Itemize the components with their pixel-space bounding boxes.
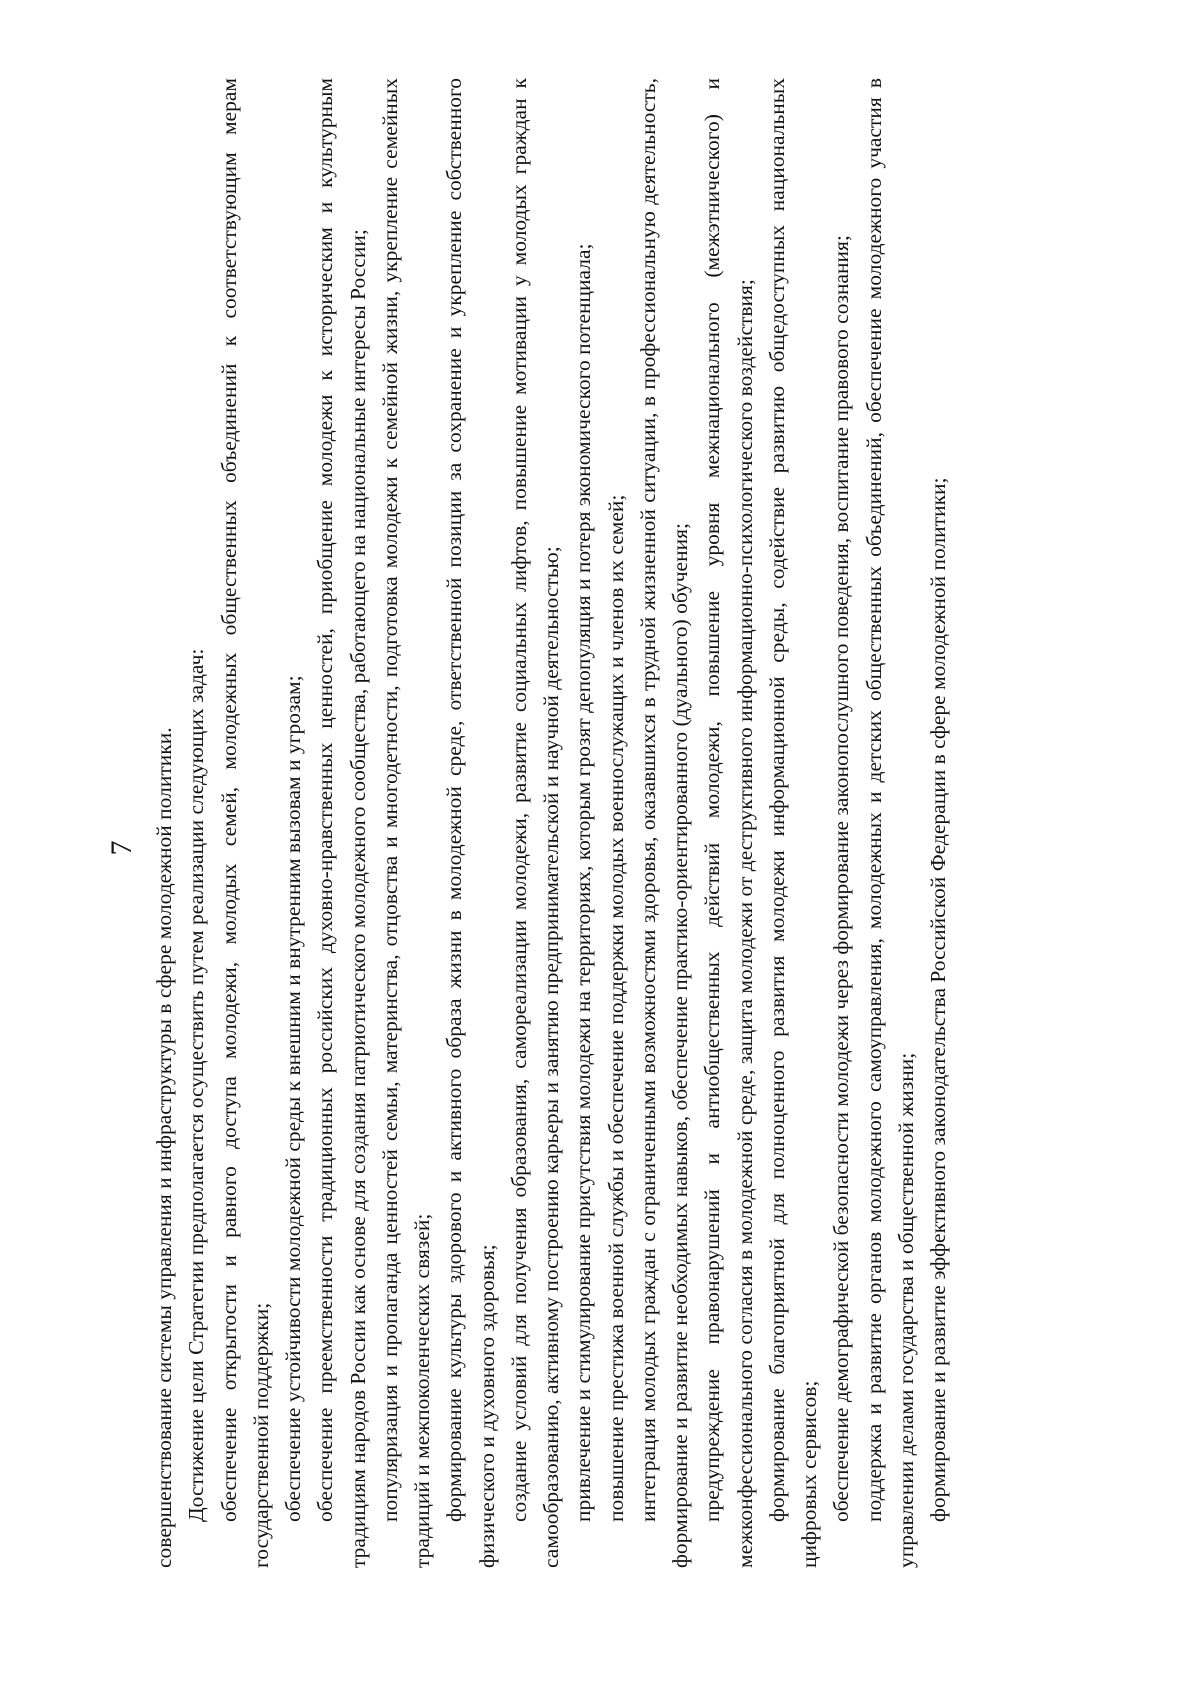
paragraph: повышение престижа военной службы и обеспечение поддержки молодых военнослужащих и членов их семей;	[603, 494, 628, 1522]
paragraph: обеспечение устойчивости молодежной среды к внешним и внутренним вызовам и угрозам;	[281, 675, 305, 1522]
page-number: 7	[105, 840, 138, 856]
paragraph: обеспечение демографической безопасности молодежи через формирование законопослушного поведения, воспитание правового сознания;	[829, 235, 854, 1522]
paragraph: обеспечение открытости и равного доступа молодежи, молодых семей, молодежных общественных объединений к соответствующим мерам государственной поддержки;	[216, 78, 273, 1568]
body-text	[148, 78, 954, 1568]
paragraph: создание условий для получения образования, самореализации молодежи, развитие социальных лифтов, повышение мотивации у молодых граждан к самообразованию, активному построению карьеры и занятию предпринимательской и научной деятельностью;	[506, 78, 563, 1568]
paragraph: формирование культуры здорового и активного образа жизни в молодежной среде, ответственной позиции за сохранение и укрепление собственного физического и духовного здоровья;	[442, 78, 499, 1568]
paragraph: формирование и развитие эффективного законодательства Российской Федерации в сфере молодежной политики;	[926, 477, 950, 1522]
paragraph: обеспечение преемственности традиционных российских духовно-нравственных ценностей, приобщение молодежи к историческим и культурным традициям народов России как основе для создания патриотического молодежного сообщества, работающего на национальные интересы России;	[313, 78, 370, 1568]
paragraph: популяризация и пропаганда ценностей семьи, материнства, отцовства и многодетности, подготовка молодежи к семейной жизни, укрепление семейных традиций и межпоколенческих связей;	[377, 78, 434, 1568]
paragraph: интеграция молодых граждан с ограниченными возможностями здоровья, оказавшихся в трудной жизненной ситуации, в профессиональную деятельность, формирование и развитие необходимых навыков, обеспечение практико-ориентированного (дуального) обучения;	[635, 78, 692, 1568]
paragraph: поддержка и развитие органов молодежного самоуправления, молодежных и детских общественных объединений, обеспечение молодежного участия в управлении делами государства и общественной жизни;	[861, 78, 918, 1568]
rotated-text-block	[100, 78, 954, 1568]
paragraph: Достижение цели Стратегии предполагается осуществить путем реализации следующих задач:	[184, 648, 209, 1522]
paragraph: совершенствование системы управления и инфраструктуры в сфере молодежной политики.	[152, 727, 176, 1568]
paragraph: формирование благоприятной для полноценного развития молодежи информационной среды, содействие развитию общедоступных национальных цифровых сервисов;	[764, 78, 821, 1568]
paragraph: предупреждение правонарушений и антиобщественных действий молодежи, повышение уровня межнационального (межэтнического) и межконфессионального согласия в молодежной среде, защита молодежи от деструктивного информационно-психологического воздействия;	[700, 78, 757, 1568]
paragraph: привлечение и стимулирование присутствия молодежи на территориях, которым грозят депопуляция и потеря экономического потенциала;	[571, 243, 596, 1522]
